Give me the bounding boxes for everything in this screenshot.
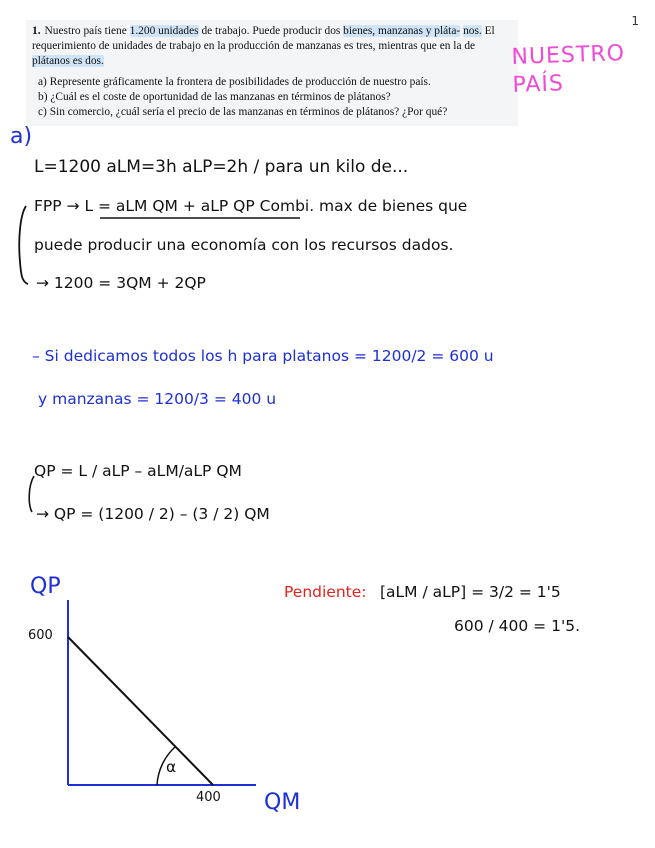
blue-note-plantains: – Si dedicamos todos los h para platanos = 1200/2 = 600 u bbox=[32, 347, 494, 365]
stamp-line-2: PAÍS bbox=[512, 71, 565, 98]
problem-number: 1. bbox=[32, 25, 41, 37]
qp-bracket bbox=[29, 476, 34, 512]
y-axis-label: QP bbox=[30, 574, 61, 599]
stamp-line-1: NUESTRO bbox=[511, 41, 626, 70]
highlight-goods-cont: nos. bbox=[463, 25, 482, 37]
y-intercept-label: 600 bbox=[28, 628, 53, 643]
problem-item-c: c) Sin comercio, ¿cuál sería el precio de las manzanas en términos de plátanos? ¿Por qué? bbox=[38, 106, 448, 118]
intro-text-c: El requerimiento de unidades de trabajo en la producción de manzanas es tres, mientras que en la de bbox=[32, 25, 495, 52]
section-label-a: a) bbox=[10, 124, 33, 149]
intro-text-a: Nuestro país tiene bbox=[44, 25, 130, 37]
slope-formula: [aLM / aLP] = 3/2 = 1'5 bbox=[380, 583, 561, 601]
slope-check: 600 / 400 = 1'5. bbox=[454, 617, 580, 635]
highlight-goods: bienes, manzanas y pláta- bbox=[343, 25, 461, 37]
qp-equation: QP = L / aLP – aLM/aLP QM bbox=[34, 462, 242, 480]
qp-numeric: → QP = (1200 / 2) – (3 / 2) QM bbox=[36, 505, 270, 523]
fpp-bracket bbox=[19, 206, 28, 284]
x-axis-label: QM bbox=[264, 790, 301, 815]
fpp-equation: → 1200 = 3QM + 2QP bbox=[36, 274, 206, 292]
blue-note-apples: y manzanas = 1200/3 = 400 u bbox=[38, 390, 277, 408]
slope-title: Pendiente: bbox=[284, 583, 367, 601]
problem-item-a: a) Represente gráficamente la frontera de posibilidades de producción de nuestro país. bbox=[38, 76, 431, 88]
ppf-line bbox=[68, 637, 213, 785]
page-number: 1 bbox=[631, 14, 639, 28]
given-values: L=1200 aLM=3h aLP=2h / para un kilo de... bbox=[34, 157, 409, 177]
highlight-units: 1.200 unidades bbox=[129, 25, 199, 37]
fpp-definition: FPP → L = aLM QM + aLP QP Combi. max de bienes que bbox=[34, 197, 468, 215]
angle-arc bbox=[157, 747, 175, 785]
angle-label: α bbox=[166, 758, 177, 776]
problem-item-b: b) ¿Cuál es el coste de oportunidad de las manzanas en términos de plátanos? bbox=[38, 91, 391, 103]
fpp-explanation: puede producir una economía con los recursos dados. bbox=[34, 236, 454, 254]
highlight-plantains: plátanos es dos. bbox=[32, 55, 104, 67]
ppf-chart bbox=[68, 600, 256, 785]
intro-text-b: de trabajo. Puede producir dos bbox=[198, 25, 344, 37]
x-intercept-label: 400 bbox=[196, 790, 221, 805]
